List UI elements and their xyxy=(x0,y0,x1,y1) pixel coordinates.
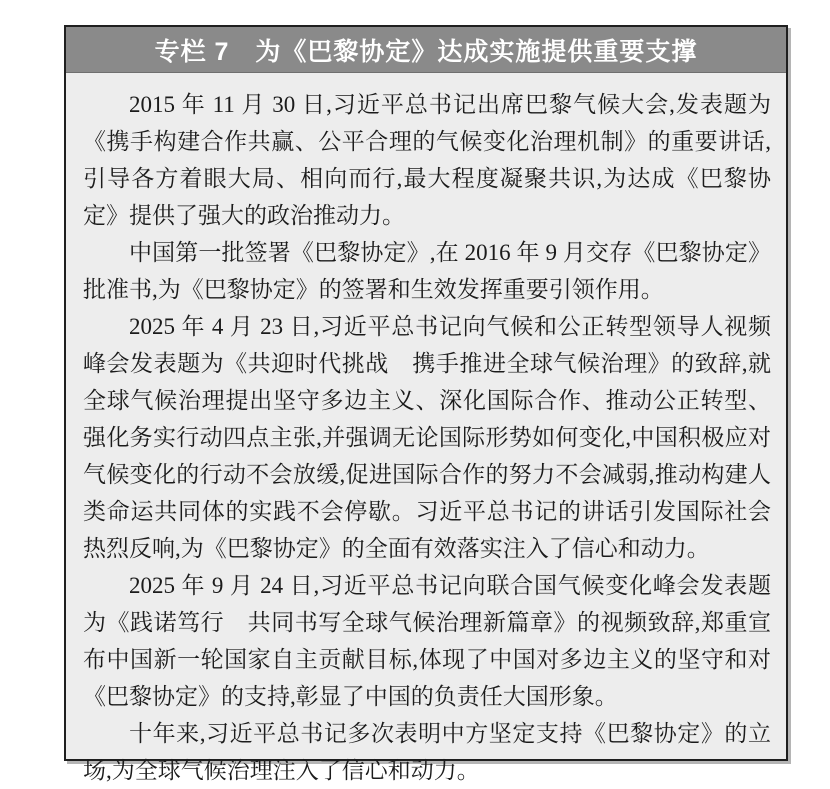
paragraph-3: 2025 年 4 月 23 日,习近平总书记向气候和公正转型领导人视频峰会发表题为《共迎时代挑战 携手推进全球气候治理》的致辞,就全球气候治理提出坚守多边主义、深化国际合作、推动公正转型、强化务实行动四点主张,并强调无论国际形势如何变化,中国积极应对气候变化的行动不会放缓,促进国际合作的努力不会减弱,推动构建人类命运共同体的实践不会停歇。习近平总书记的讲话引发国际社会热烈反响,为《巴黎协定》的全面有效落实注入了信心和动力。 xyxy=(83,314,771,561)
column-box-header xyxy=(66,27,786,73)
column-box xyxy=(64,25,788,783)
paragraph-1: 2015 年 11 月 30 日,习近平总书记出席巴黎气候大会,发表题为《携手构建合作共赢、公平合理的气候变化治理机制》的重要讲话,引导各方着眼大局、相向而行,最大程度凝聚共识,为达成《巴黎协定》提供了强大的政治推动力。 xyxy=(83,92,771,228)
column-box-title: 专栏 7 为《巴黎协定》达成实施提供重要支撑 xyxy=(154,37,698,66)
paragraph-4: 2025 年 9 月 24 日,习近平总书记向联合国气候变化峰会发表题为《践诺笃行 共同书写全球气候治理新篇章》的视频致辞,郑重宣布中国新一轮国家自主贡献目标,体现了中国对多边主义的坚守和对《巴黎协定》的支持,彰显了中国的负责任大国形象。 xyxy=(83,573,771,709)
paragraph-5: 十年来,习近平总书记多次表明中方坚定支持《巴黎协定》的立场,为全球气候治理注入了信心和动力。 xyxy=(83,721,771,783)
column-box-body xyxy=(66,73,786,789)
paragraph-2: 中国第一批签署《巴黎协定》,在 2016 年 9 月交存《巴黎协定》批准书,为《巴黎协定》的签署和生效发挥重要引领作用。 xyxy=(83,240,771,302)
